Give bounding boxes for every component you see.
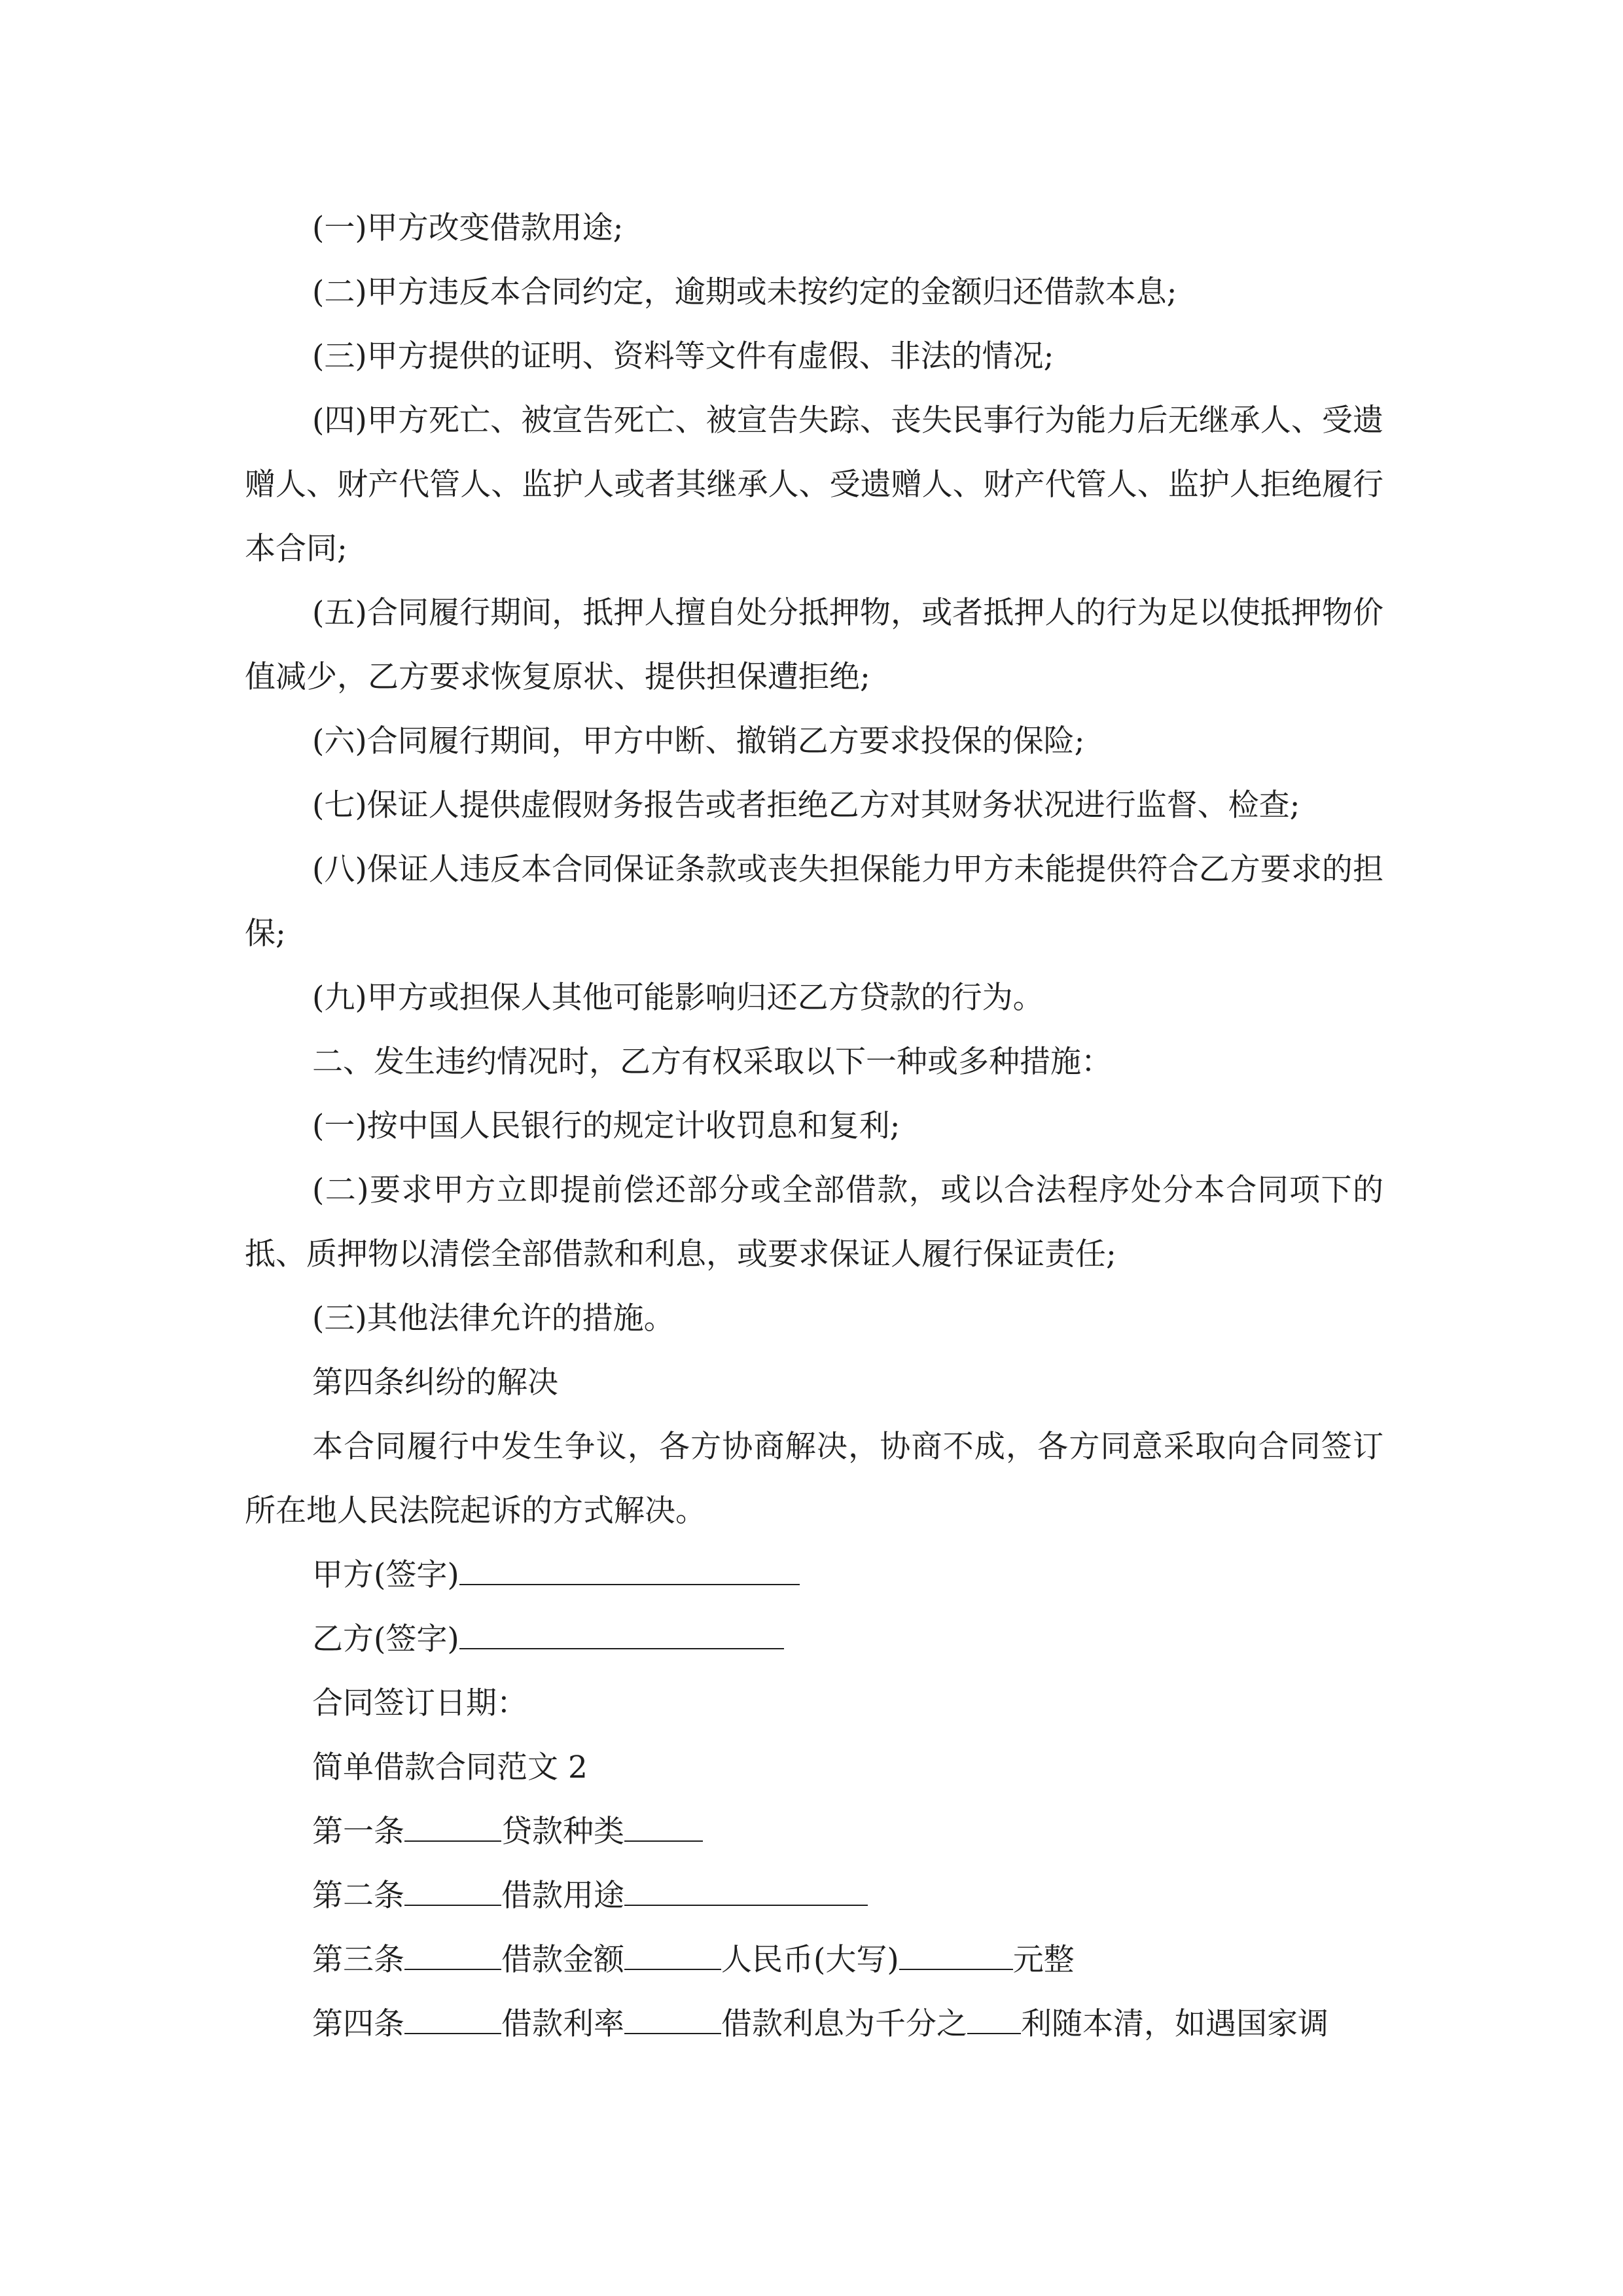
article-3-label-2: 人民币(大写) bbox=[721, 1942, 899, 1978]
article-4-label-2: 借款利息为千分之 bbox=[721, 2006, 967, 2042]
article-2-line bbox=[245, 1864, 1383, 1928]
article-4-prefix: 第四条 bbox=[312, 2006, 404, 2042]
article-2-blank-2 bbox=[624, 1876, 868, 1906]
signature-party-b bbox=[245, 1607, 1383, 1672]
paragraph-clause-1-3: (三)甲方提供的证明、资料等文件有虚假、非法的情况; bbox=[312, 338, 1054, 374]
paragraph-clause-1-4: (四)甲方死亡、被宣告死亡、被宣告失踪、丧失民事行为能力后无继承人、受遗赠人、财产代管人、监护人或者其继承人、受遗赠人、财产代管人、监护人拒绝履行本合同; bbox=[245, 403, 1383, 567]
paragraph-section-2: 二、发生违约情况时，乙方有权采取以下一种或多种措施： bbox=[312, 1044, 1112, 1080]
article-4-heading: 第四条纠纷的解决 bbox=[312, 1365, 558, 1401]
article-1-line bbox=[245, 1800, 1383, 1864]
paragraph-clause-1-5: (五)合同履行期间，抵押人擅自处分抵押物，或者抵押人的行为足以使抵押物价值减少，乙方要求恢复原状、提供担保遭拒绝; bbox=[245, 595, 1383, 695]
paragraph-clause-1-8: (八)保证人违反本合同保证条款或丧失担保能力甲方未能提供符合乙方要求的担保; bbox=[245, 852, 1383, 952]
article-1-label: 贷款种类 bbox=[501, 1814, 624, 1850]
article-4-label-1: 借款利率 bbox=[501, 2006, 624, 2042]
article-4-line bbox=[245, 1992, 1383, 2056]
article-2-label: 借款用途 bbox=[501, 1878, 624, 1914]
article-3-blank-1 bbox=[404, 1940, 501, 1970]
document-body bbox=[245, 196, 1383, 2056]
article-3-label-1: 借款金额 bbox=[501, 1942, 624, 1978]
signing-date: 合同签订日期： bbox=[312, 1685, 527, 1721]
article-3-blank-3 bbox=[899, 1940, 1013, 1970]
article-4-blank-1 bbox=[404, 2004, 501, 2034]
signature-party-a-label: 甲方(签字) bbox=[312, 1557, 459, 1593]
article-3-prefix: 第三条 bbox=[312, 1942, 404, 1978]
article-4-label-3: 利随本清，如遇国家调 bbox=[1021, 2006, 1329, 2042]
paragraph-clause-1-2: (二)甲方违反本合同约定，逾期或未按约定的金额归还借款本息; bbox=[312, 274, 1177, 310]
article-3-line bbox=[245, 1928, 1383, 1992]
paragraph-clause-1-7: (七)保证人提供虚假财务报告或者拒绝乙方对其财务状况进行监督、检查; bbox=[312, 787, 1300, 823]
signature-party-b-label: 乙方(签字) bbox=[312, 1621, 459, 1657]
section-title: 简单借款合同范文 2 bbox=[312, 1749, 588, 1785]
signature-party-b-line bbox=[459, 1619, 784, 1649]
article-4-blank-3 bbox=[967, 2004, 1021, 2034]
article-2-blank-1 bbox=[404, 1876, 501, 1906]
article-3-blank-2 bbox=[624, 1940, 721, 1970]
signature-party-a bbox=[245, 1543, 1383, 1607]
paragraph-clause-1-6: (六)合同履行期间，甲方中断、撤销乙方要求投保的保险; bbox=[312, 723, 1085, 759]
paragraph-clause-2-1: (一)按中国人民银行的规定计收罚息和复利; bbox=[312, 1108, 901, 1144]
article-1-blank-1 bbox=[404, 1812, 501, 1842]
article-1-blank-2 bbox=[624, 1812, 703, 1842]
article-1-prefix: 第一条 bbox=[312, 1814, 404, 1850]
article-4-blank-2 bbox=[624, 2004, 721, 2034]
signature-party-a-line bbox=[459, 1555, 800, 1585]
article-3-label-3: 元整 bbox=[1012, 1942, 1075, 1978]
paragraph-clause-1-1: (一)甲方改变借款用途; bbox=[312, 210, 624, 246]
paragraph-clause-2-3: (三)其他法律允许的措施。 bbox=[312, 1300, 675, 1336]
paragraph-dispute-resolution: 本合同履行中发生争议，各方协商解决，协商不成，各方同意采取向合同签订所在地人民法院起诉的方式解决。 bbox=[245, 1429, 1383, 1529]
article-2-prefix: 第二条 bbox=[312, 1878, 404, 1914]
paragraph-clause-1-9: (九)甲方或担保人其他可能影响归还乙方贷款的行为。 bbox=[312, 980, 1044, 1016]
paragraph-clause-2-2: (二)要求甲方立即提前偿还部分或全部借款，或以合法程序处分本合同项下的抵、质押物以清偿全部借款和利息，或要求保证人履行保证责任; bbox=[245, 1172, 1383, 1272]
